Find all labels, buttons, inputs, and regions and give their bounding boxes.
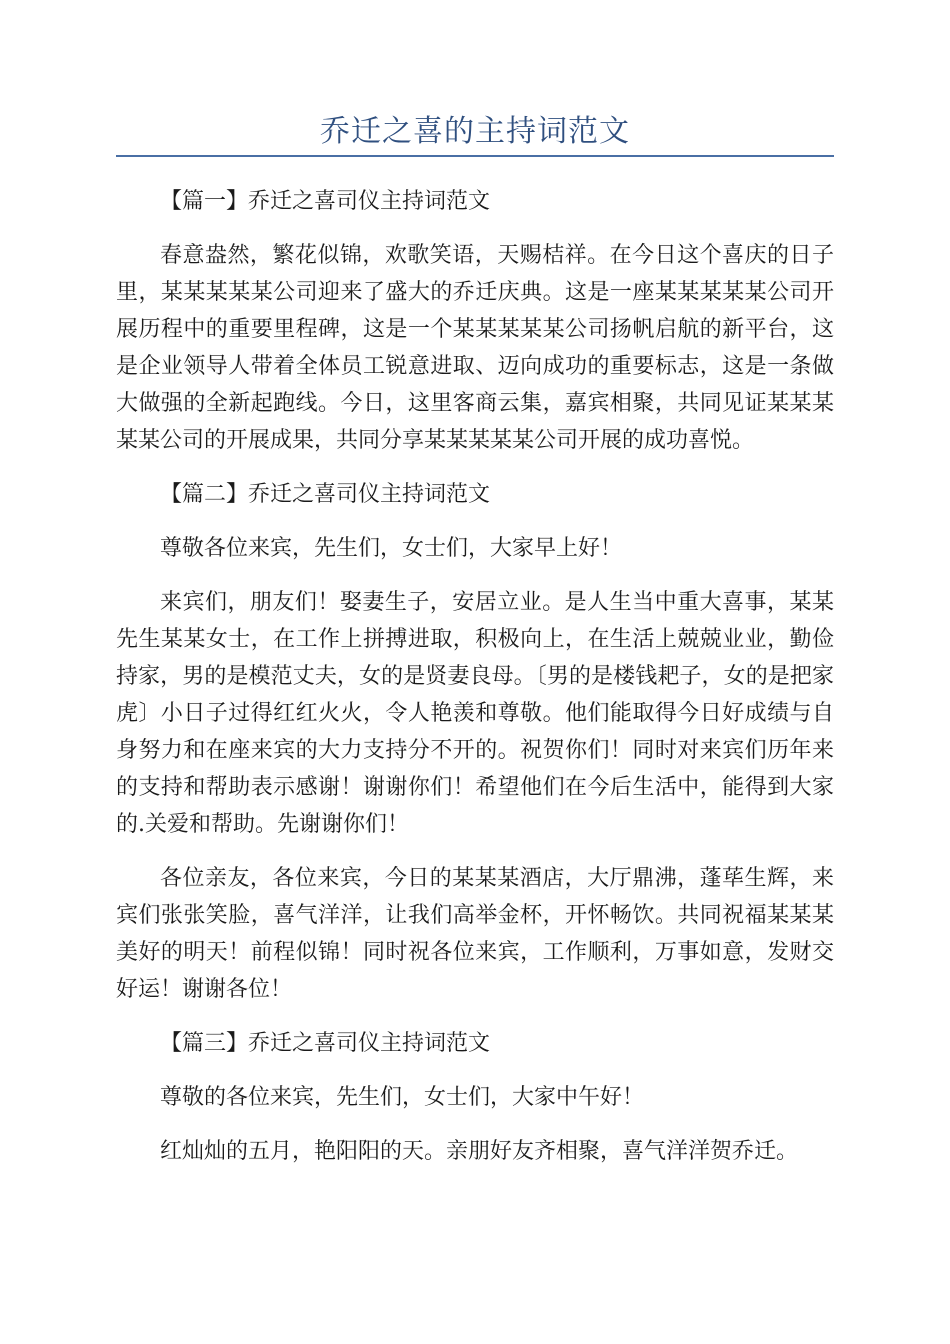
section-heading-3: 【篇三】乔迁之喜司仪主持词范文: [160, 1031, 491, 1056]
section-2-paragraph-1: 尊敬各位来宾，先生们，女士们，大家早上好！: [160, 536, 623, 561]
section-3-paragraph-1: 尊敬的各位来宾，先生们，女士们，大家中午好！: [160, 1085, 645, 1110]
document-page: [116, 0, 834, 1170]
section-heading-2: 【篇二】乔迁之喜司仪主持词范文: [160, 482, 491, 507]
title-underline: [116, 155, 834, 157]
section-3-paragraph-2: 红灿灿的五月，艳阳阳的天。亲朋好友齐相聚，喜气洋洋贺乔迁。: [160, 1139, 799, 1164]
section-1-paragraph-1: 春意盎然，繁花似锦，欢歌笑语，天赐桔祥。在今日这个喜庆的日子里，某某某某某公司迎来了盛大的乔迁庆典。这是一座某某某某某公司开展历程中的重要里程碑，这是一个某某某某某公司扬帆启航的新平台，这是企业领导人带着全体员工锐意进取、迈向成功的重要标志，这是一条做大做强的全新起跑线。今日，这里客商云集，嘉宾相聚，共同见证某某某某某公司的开展成果，共同分享某某某某某公司开展的成功喜悦。: [116, 243, 834, 453]
section-2-paragraph-3: 各位亲友，各位来宾，今日的某某某酒店，大厅鼎沸，蓬荜生辉，来宾们张张笑脸，喜气洋洋，让我们高举金杯，开怀畅饮。共同祝福某某某美好的明天！前程似锦！同时祝各位来宾，工作顺利，万事如意，发财交好运！谢谢各位！: [116, 866, 834, 1002]
section-2-paragraph-2: 来宾们，朋友们！娶妻生子，安居立业。是人生当中重大喜事，某某先生某某女士，在工作上拼搏进取，积极向上，在生活上兢兢业业，勤俭持家，男的是模范丈夫，女的是贤妻良母。〔男的是楼钱耙子，女的是把家虎〕小日子过得红红火火，令人艳羡和尊敬。他们能取得今日好成绩与自身努力和在座来宾的大力支持分不开的。祝贺你们！同时对来宾们历年来的支持和帮助表示感谢！谢谢你们！希望他们在今后生活中，能得到大家的.关爱和帮助。先谢谢你们！: [116, 590, 834, 837]
document-title: 乔迁之喜的主持词范文: [320, 114, 630, 149]
section-heading-1: 【篇一】乔迁之喜司仪主持词范文: [160, 189, 491, 214]
